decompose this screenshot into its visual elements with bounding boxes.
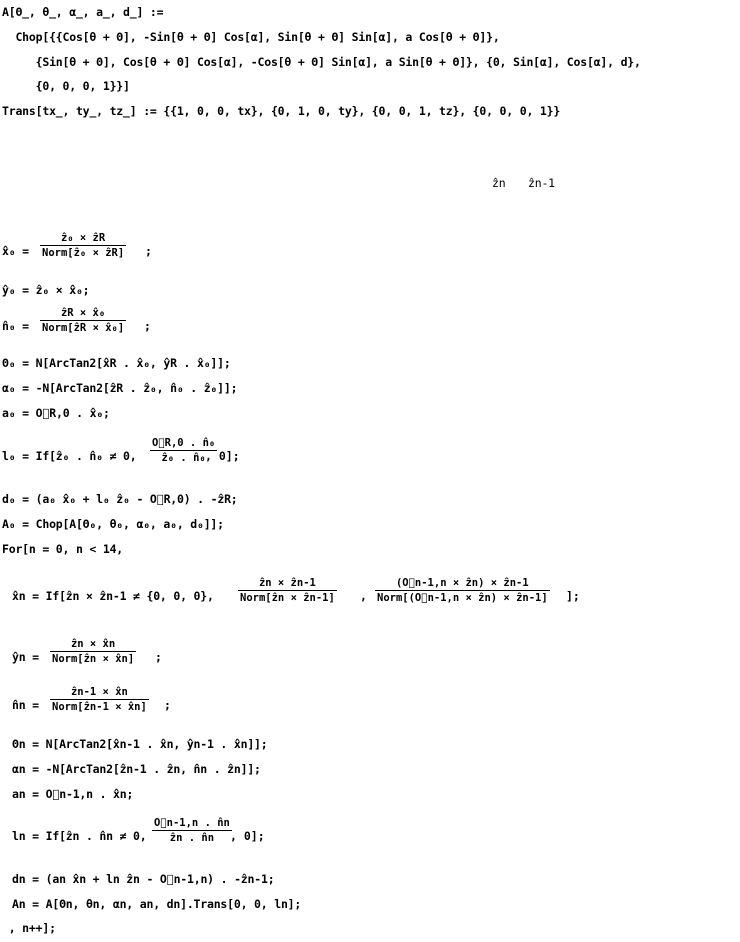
thetan-line: Θn = N[ArcTan2[x̂n-1 . x̂n, ŷn-1 . x̂n]]; xyxy=(12,737,268,751)
nn-denominator: Norm[ẑn-1 × x̂n] xyxy=(52,701,147,713)
A0-line: A₀ = Chop[A[Θ₀, θ₀, α₀, a₀, d₀]]; xyxy=(2,517,224,531)
xn-separator: , xyxy=(360,589,367,603)
xn-denominator-2: Norm[(O⃗n-1,n × ẑn) × ẑn-1] xyxy=(377,592,548,604)
x0-denominator: Norm[ẑ₀ × ẑR] xyxy=(42,247,125,259)
for-end-line: , n++]; xyxy=(2,921,56,935)
xn-numerator-2: (O⃗n-1,n × ẑn) × ẑn-1 xyxy=(395,577,529,589)
d0-line: d₀ = (a₀ x̂₀ + l₀ ẑ₀ - O⃗R,0) . -ẑR; xyxy=(2,492,238,506)
x0-fraction xyxy=(40,232,126,260)
yn-numerator: ẑn × x̂n xyxy=(70,638,116,650)
n0-denominator: Norm[ẑR × x̂₀] xyxy=(42,322,125,334)
n0-end: ; xyxy=(144,319,151,333)
a-def-line-2: Chop[{{Cos[θ + Θ], -Sin[θ + Θ] Cos[α], Sin[θ + Θ] Sin[α], a Cos[θ + Θ]}, xyxy=(2,30,500,44)
ln-fraction xyxy=(152,817,232,845)
nn-lhs: n̂n = xyxy=(12,698,39,712)
trans-definition: Trans[tx_, ty_, tz_] := {{1, 0, 0, tx}, {0, 1, 0, ty}, {0, 0, 1, tz}, {0, 0, 0, 1}} xyxy=(2,104,561,118)
xn-fraction-2 xyxy=(375,577,550,605)
xn-end: ]; xyxy=(566,589,580,603)
zn-label: ẑn xyxy=(492,176,506,190)
alpha0-line: α₀ = -N[ArcTan2[ẑR . ẑ₀, n̂₀ . ẑ₀]]; xyxy=(2,381,238,395)
zn-minus-1-label: ẑn-1 xyxy=(528,176,555,190)
ln-denominator: ẑn . n̂n xyxy=(152,830,232,845)
n0-fraction xyxy=(40,307,126,335)
l0-numerator: O⃗R,0 . n̂₀ xyxy=(152,437,216,449)
xn-lhs: x̂n = If[ẑn × ẑn-1 ≠ {0, 0, 0}, xyxy=(12,589,214,603)
n0-numerator: ẑR × x̂₀ xyxy=(60,307,106,319)
ln-numerator: O⃗n-1,n . n̂n xyxy=(154,817,230,829)
l0-denominator: ẑ₀ . n̂₀ xyxy=(150,450,217,465)
ln-end: , 0]; xyxy=(230,829,265,843)
l0-lhs: l₀ = If[ẑ₀ . n̂₀ ≠ 0, xyxy=(2,449,137,463)
ln-lhs: ln = If[ẑn . n̂n ≠ 0, xyxy=(12,829,147,843)
yn-denominator: Norm[ẑn × x̂n] xyxy=(52,653,135,665)
x0-lhs: x̂₀ = xyxy=(2,244,29,258)
dn-line: dn = (an x̂n + ln ẑn - O⃗n-1,n) . -ẑn-1; xyxy=(12,872,275,886)
yn-end: ; xyxy=(155,650,162,664)
n0-lhs: n̂₀ = xyxy=(2,319,29,333)
a-def-line-3: {Sin[θ + Θ], Cos[θ + Θ] Cos[α], -Cos[θ + Θ] Sin[α], a Sin[θ + Θ]}, {0, Sin[α], Cos[α], d}, xyxy=(2,55,641,69)
yn-lhs: ŷn = xyxy=(12,650,39,664)
x0-numerator: ẑ₀ × ẑR xyxy=(60,232,106,244)
theta0-line: Θ₀ = N[ArcTan2[x̂R . x̂₀, ŷR . x̂₀]]; xyxy=(2,356,231,370)
nn-numerator: ẑn-1 × x̂n xyxy=(70,686,128,698)
a-def-line-1: A[Θ_, θ_, α_, a_, d_] := xyxy=(2,5,164,19)
yn-fraction xyxy=(50,638,136,666)
a0-line: a₀ = O⃗R,0 . x̂₀; xyxy=(2,406,110,420)
xn-denominator-1: Norm[ẑn × ẑn-1] xyxy=(240,592,335,604)
nn-fraction xyxy=(50,686,149,714)
x0-end: ; xyxy=(145,244,152,258)
xn-numerator-1: ẑn × ẑn-1 xyxy=(258,577,316,589)
xn-fraction-1 xyxy=(238,577,337,605)
alphan-line: αn = -N[ArcTan2[ẑn-1 . ẑn, n̂n . ẑn]]; xyxy=(12,762,261,776)
an-line: an = O⃗n-1,n . x̂n; xyxy=(12,787,134,801)
for-line: For[n = 0, n < 14, xyxy=(2,542,124,556)
l0-end: , 0]; xyxy=(205,449,240,463)
An-line: An = A[Θn, θn, αn, an, dn].Trans[0, 0, ln]; xyxy=(12,897,302,911)
a-def-line-4: {0, 0, 0, 1}}] xyxy=(2,79,130,93)
nn-end: ; xyxy=(164,698,171,712)
y0-line: ŷ₀ = ẑ₀ × x̂₀; xyxy=(2,283,90,297)
